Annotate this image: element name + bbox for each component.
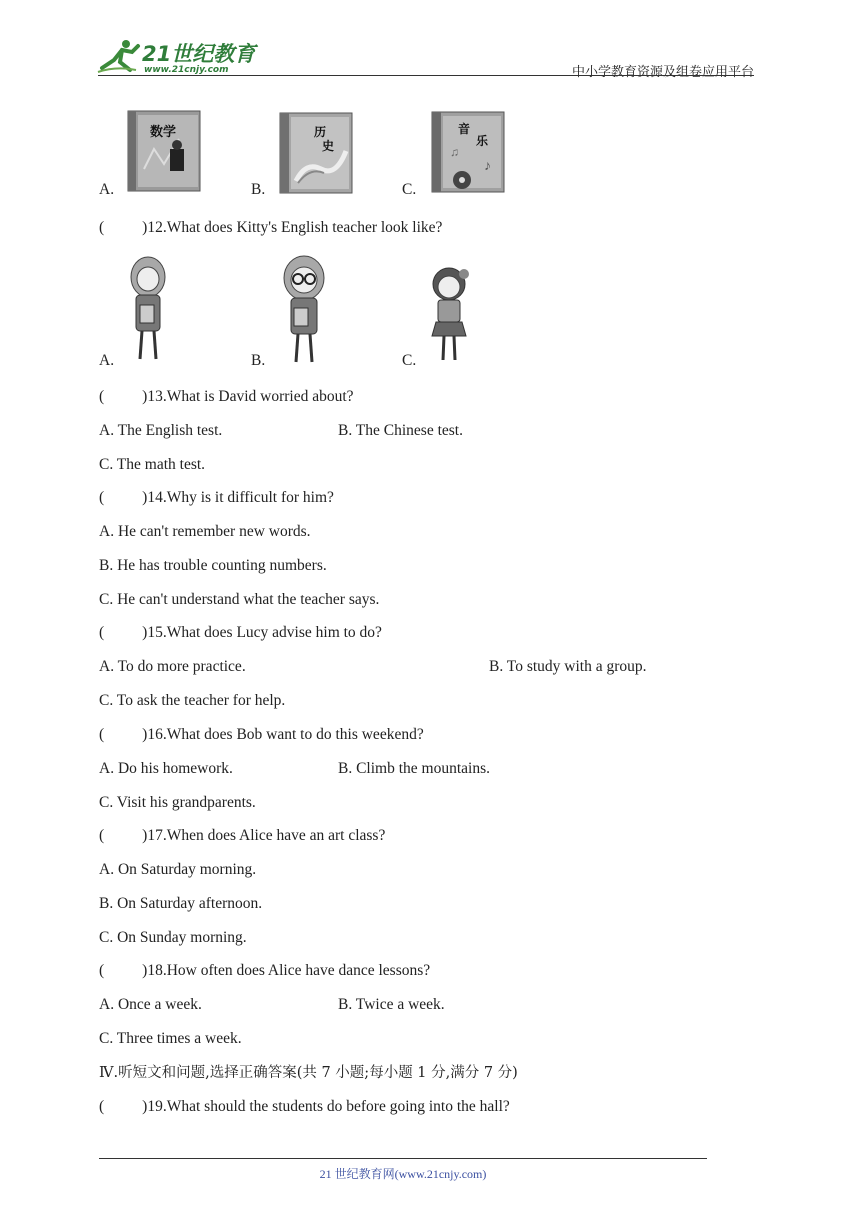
answer-paren-close: ) [142, 1098, 148, 1115]
footer-divider [99, 1158, 707, 1159]
question-19-text: 19.What should the students do before going into the hall? [147, 1098, 510, 1115]
q12-option-c-label: C. [402, 352, 417, 369]
answer-paren-open: ( [99, 219, 105, 236]
answer-paren-close: ) [142, 962, 148, 979]
answer-paren-close: ) [142, 489, 148, 506]
answer-paren-close: ) [142, 726, 148, 743]
q16-option-c: C. Visit his grandparents. [99, 794, 256, 811]
svg-text:♪: ♪ [484, 159, 491, 174]
q15-option-c: C. To ask the teacher for help. [99, 692, 286, 709]
question-12-text: 12.What does Kitty's English teacher look like? [147, 219, 443, 236]
teacher-glasses-image [276, 254, 332, 366]
svg-text:♫: ♫ [450, 145, 459, 159]
question-17-text: 17.When does Alice have an art class? [147, 827, 386, 844]
q14-option-a: A. He can't remember new words. [99, 523, 311, 540]
history-book-image [276, 111, 356, 197]
answer-paren-open: ( [99, 388, 105, 405]
q14-option-b: B. He has trouble counting numbers. [99, 557, 327, 574]
answer-paren-close: ) [142, 219, 148, 236]
q13-option-b: B. The Chinese test. [338, 422, 463, 439]
q18-option-c: C. Three times a week. [99, 1030, 242, 1047]
q18-option-b: B. Twice a week. [338, 996, 445, 1013]
answer-paren-close: ) [142, 388, 148, 405]
question-16-text: 16.What does Bob want to do this weekend? [147, 726, 424, 743]
q15-option-a: A. To do more practice. [99, 658, 246, 675]
question-15 [99, 623, 382, 643]
music-book-image [428, 110, 508, 196]
logo-text: 21世纪教育 [142, 42, 256, 66]
answer-paren-open: ( [99, 489, 105, 506]
math-book-title: 数学 [150, 125, 177, 140]
q18-option-a: A. Once a week. [99, 996, 202, 1013]
question-18 [99, 961, 430, 981]
question-16 [99, 725, 424, 745]
q13-option-c: C. The math test. [99, 456, 206, 473]
music-book-title-1: 音 [458, 122, 471, 136]
q15-option-b: B. To study with a group. [489, 658, 647, 675]
history-book-title-2: 史 [322, 139, 335, 153]
answer-paren-close: ) [142, 624, 148, 641]
answer-paren-open: ( [99, 962, 105, 979]
footer-site-link[interactable]: 21 世纪教育网(www.21cnjy.com) [319, 1167, 487, 1181]
music-book-title-2: 乐 [476, 134, 489, 148]
answer-paren-open: ( [99, 1098, 105, 1115]
q17-option-a: A. On Saturday morning. [99, 861, 257, 878]
site-logo [96, 38, 256, 76]
runner-icon [98, 40, 138, 72]
teacher-short-hair-image [424, 266, 474, 364]
math-book-image [124, 109, 204, 195]
question-14-text: 14.Why is it difficult for him? [147, 489, 334, 506]
q16-option-b: B. Climb the mountains. [338, 760, 490, 777]
answer-paren-close: ) [142, 827, 148, 844]
q13-option-a: A. The English test. [99, 422, 223, 439]
question-12 [99, 218, 442, 238]
teacher-long-hair-image [124, 255, 174, 365]
q11-option-c-label: C. [402, 181, 417, 198]
q12-option-a-label: A. [99, 352, 115, 369]
header-divider [98, 75, 754, 76]
q11-option-a-label: A. [99, 181, 115, 198]
q16-option-a: A. Do his homework. [99, 760, 233, 777]
history-book-title-1: 历 [314, 125, 327, 139]
answer-paren-open: ( [99, 624, 105, 641]
q14-option-c: C. He can't understand what the teacher says. [99, 591, 380, 608]
question-18-text: 18.How often does Alice have dance lessons? [147, 962, 431, 979]
question-14 [99, 488, 334, 508]
q12-option-b-label: B. [251, 352, 266, 369]
question-17 [99, 826, 385, 846]
q17-option-c: C. On Sunday morning. [99, 929, 247, 946]
q11-option-b-label: B. [251, 181, 266, 198]
question-15-text: 15.What does Lucy advise him to do? [147, 624, 382, 641]
header-platform-text: 中小学教育资源及组卷应用平台 [571, 65, 754, 80]
logo-url: www.21cnjy.com [144, 65, 229, 75]
answer-paren-open: ( [99, 827, 105, 844]
answer-paren-open: ( [99, 726, 105, 743]
q17-option-b: B. On Saturday afternoon. [99, 895, 263, 912]
question-19 [99, 1097, 510, 1117]
question-13 [99, 387, 354, 407]
question-13-text: 13.What is David worried about? [147, 388, 354, 405]
section-4-heading: Ⅳ.听短文和问题,选择正确答案(共 7 小题;每小题 1 分,满分 7 分) [99, 1065, 518, 1081]
